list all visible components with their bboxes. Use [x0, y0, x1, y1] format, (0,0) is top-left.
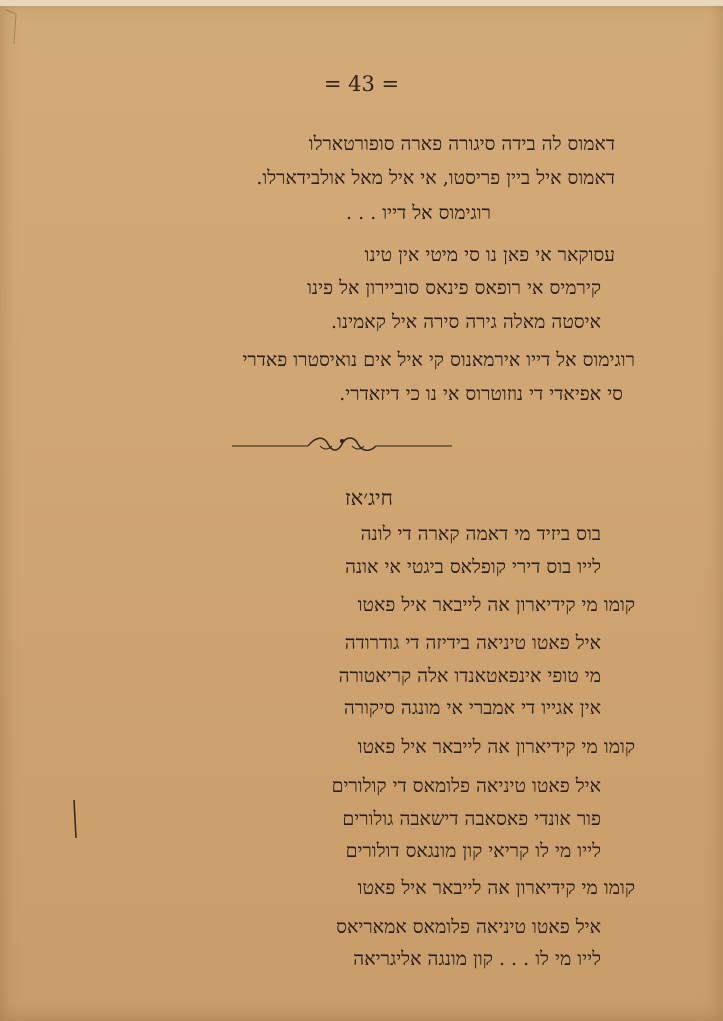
- text-line: איל פאטו טיניאה בידיזה די גודרודה: [344, 632, 601, 654]
- refrain-line: רוגימוס אל דייו . . .: [346, 202, 491, 224]
- page-number: = 43 =: [323, 72, 400, 96]
- text-line: איל פאטו טיניאה פלומאס אמאריאס: [336, 916, 601, 938]
- text-line: דאמוס לה בידה סיגורה פארה סופורטארלו: [308, 133, 615, 155]
- text-line: מי טופי אינפאטאנדו אלה קריאטורה: [338, 665, 601, 687]
- text-line: רוגימוס אל דייו אירמאנוס קי איל אים נואיסטרו פאדרי: [242, 349, 635, 371]
- text-line: בוס ביזיד מי דאמה קארה די לונה: [360, 523, 601, 545]
- text-line: לייו מי לו קריאי קון מונגאס דולורים: [345, 840, 601, 862]
- section-heading: חיג׳אז: [344, 486, 393, 510]
- ornament-divider: [228, 432, 456, 456]
- refrain-line: קומו מי קידיארון אה לייבאר איל פאטו: [357, 594, 635, 616]
- text-line: לייו מי לו . . . קון מונגה אליגריאה: [353, 948, 601, 970]
- text-line: קירמיס אי רופאס פינאס סוביירון אל פינו: [307, 277, 601, 299]
- text-line: דאמוס איל ביין פריסטו, אי איל מאל אולבידארלו.: [256, 167, 615, 189]
- page-fold-mark: [4, 8, 18, 48]
- refrain-line: קומו מי קידיארון אה לייבאר איל פאטו: [357, 877, 635, 899]
- text-line: אין אגייו די אמברי אי מונגה סיקורה: [343, 697, 601, 719]
- text-line: סי אפיאדי די נוזוטרוס אי נו כי דיזאדרי.: [339, 383, 623, 405]
- text-line: לייו בוס דירי קופלאס ביגטי אי אונה: [345, 556, 601, 578]
- text-line: פור אונדי פאסאבה דישאבה גולורים: [342, 808, 601, 830]
- paper-top-edge: [0, 0, 723, 6]
- text-line: איסטה מאלה גירה סירה איל קאמינו.: [330, 311, 601, 333]
- text-line: איל פאטו טיניאה פלומאס די קולורים: [331, 775, 601, 797]
- text-line: עסוקאר אי פאן נו סי מיטי אין טינו: [364, 244, 615, 266]
- ink-scratch-mark: [72, 800, 78, 840]
- refrain-line: קומו מי קידיארון אה לייבאר איל פאטו: [357, 736, 635, 758]
